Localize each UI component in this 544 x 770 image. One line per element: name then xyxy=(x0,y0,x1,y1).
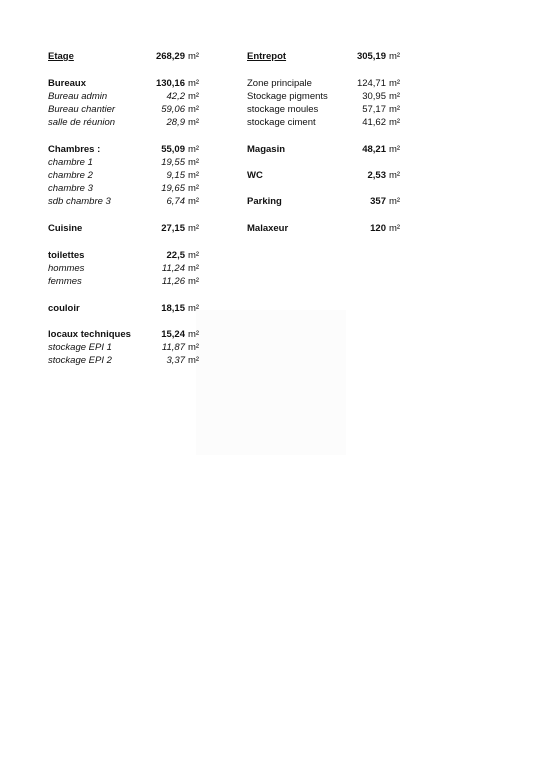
wc-unit: m² xyxy=(389,170,401,181)
bureau-admin-label: Bureau admin xyxy=(48,91,108,102)
sdb-chambre3-unit: m² xyxy=(188,196,200,207)
wc-label: WC xyxy=(247,170,263,181)
cuisine-unit: m² xyxy=(188,223,200,234)
stockage-pigments-value: 30,95 xyxy=(362,91,386,102)
salle-reunion-label: salle de réunion xyxy=(48,117,116,128)
malaxeur-unit: m² xyxy=(389,223,401,234)
locaux-techniques-unit: m² xyxy=(188,329,200,340)
stockage-epi1-value: 11,87 xyxy=(161,342,185,353)
stockage-epi1-unit: m² xyxy=(188,342,200,353)
couloir-unit: m² xyxy=(188,303,200,314)
cuisine-value: 27,15 xyxy=(161,223,185,234)
chambres-unit: m² xyxy=(188,144,200,155)
couloir-value: 18,15 xyxy=(161,303,185,314)
bureaux-value: 130,16 xyxy=(155,78,185,89)
chambre2-label: chambre 2 xyxy=(48,170,93,181)
chambre3-value: 19,65 xyxy=(161,183,185,194)
chambres-value: 55,09 xyxy=(161,144,185,155)
stockage-epi2-unit: m² xyxy=(188,355,200,366)
chambre3-unit: m² xyxy=(188,183,200,194)
stockage-ciment-unit: m² xyxy=(389,117,401,128)
etage-value: 268,29 xyxy=(155,51,185,62)
femmes-label: femmes xyxy=(48,276,82,287)
toilettes-unit: m² xyxy=(188,250,200,261)
chambre2-value: 9,15 xyxy=(166,170,185,181)
etage-unit: m² xyxy=(188,51,200,62)
zone-principale-value: 124,71 xyxy=(356,78,386,89)
entrepot-label: Entrepot xyxy=(247,51,287,62)
bureau-admin-value: 42,2 xyxy=(166,91,185,102)
hommes-unit: m² xyxy=(188,263,200,274)
malaxeur-label: Malaxeur xyxy=(247,223,289,234)
zone-principale-unit: m² xyxy=(389,78,401,89)
locaux-techniques-label: locaux techniques xyxy=(48,329,131,340)
zone-principale-label: Zone principale xyxy=(247,78,312,89)
bureau-chantier-value: 59,06 xyxy=(161,104,185,115)
stockage-moules-unit: m² xyxy=(389,104,401,115)
salle-reunion-unit: m² xyxy=(188,117,200,128)
stockage-moules-label: stockage moules xyxy=(247,104,319,115)
bureau-admin-unit: m² xyxy=(188,91,200,102)
bureaux-unit: m² xyxy=(188,78,200,89)
malaxeur-value: 120 xyxy=(370,223,386,234)
hommes-label: hommes xyxy=(48,263,85,274)
sdb-chambre3-value: 6,74 xyxy=(166,196,185,207)
toilettes-label: toilettes xyxy=(48,250,85,261)
stockage-ciment-label: stockage ciment xyxy=(247,117,316,128)
magasin-value: 48,21 xyxy=(362,144,386,155)
chambre1-value: 19,55 xyxy=(161,157,185,168)
cuisine-label: Cuisine xyxy=(48,223,83,234)
toilettes-value: 22,5 xyxy=(166,250,185,261)
stockage-epi1-label: stockage EPI 1 xyxy=(48,342,112,353)
chambre1-label: chambre 1 xyxy=(48,157,93,168)
femmes-unit: m² xyxy=(188,276,200,287)
chambre1-unit: m² xyxy=(188,157,200,168)
stockage-epi2-label: stockage EPI 2 xyxy=(48,355,112,366)
parking-unit: m² xyxy=(389,196,401,207)
magasin-unit: m² xyxy=(389,144,401,155)
bureau-chantier-label: Bureau chantier xyxy=(48,104,116,115)
locaux-techniques-value: 15,24 xyxy=(161,329,185,340)
chambre2-unit: m² xyxy=(188,170,200,181)
stockage-ciment-value: 41,62 xyxy=(362,117,386,128)
stockage-moules-value: 57,17 xyxy=(362,104,386,115)
couloir-label: couloir xyxy=(48,303,80,314)
hommes-value: 11,24 xyxy=(161,263,185,274)
etage-label: Etage xyxy=(48,51,74,62)
sdb-chambre3-label: sdb chambre 3 xyxy=(48,196,111,207)
magasin-label: Magasin xyxy=(247,144,286,155)
wc-value: 2,53 xyxy=(367,170,386,181)
salle-reunion-value: 28,9 xyxy=(166,117,185,128)
stockage-pigments-unit: m² xyxy=(389,91,401,102)
faint-watermark xyxy=(196,310,346,455)
stockage-pigments-label: Stockage pigments xyxy=(247,91,328,102)
entrepot-value: 305,19 xyxy=(356,51,386,62)
chambre3-label: chambre 3 xyxy=(48,183,93,194)
chambres-label: Chambres : xyxy=(48,144,101,155)
femmes-value: 11,26 xyxy=(161,276,185,287)
parking-label: Parking xyxy=(247,196,282,207)
parking-value: 357 xyxy=(370,196,386,207)
entrepot-unit: m² xyxy=(389,51,401,62)
stockage-epi2-value: 3,37 xyxy=(166,355,185,366)
bureau-chantier-unit: m² xyxy=(188,104,200,115)
bureaux-label: Bureaux xyxy=(48,78,87,89)
